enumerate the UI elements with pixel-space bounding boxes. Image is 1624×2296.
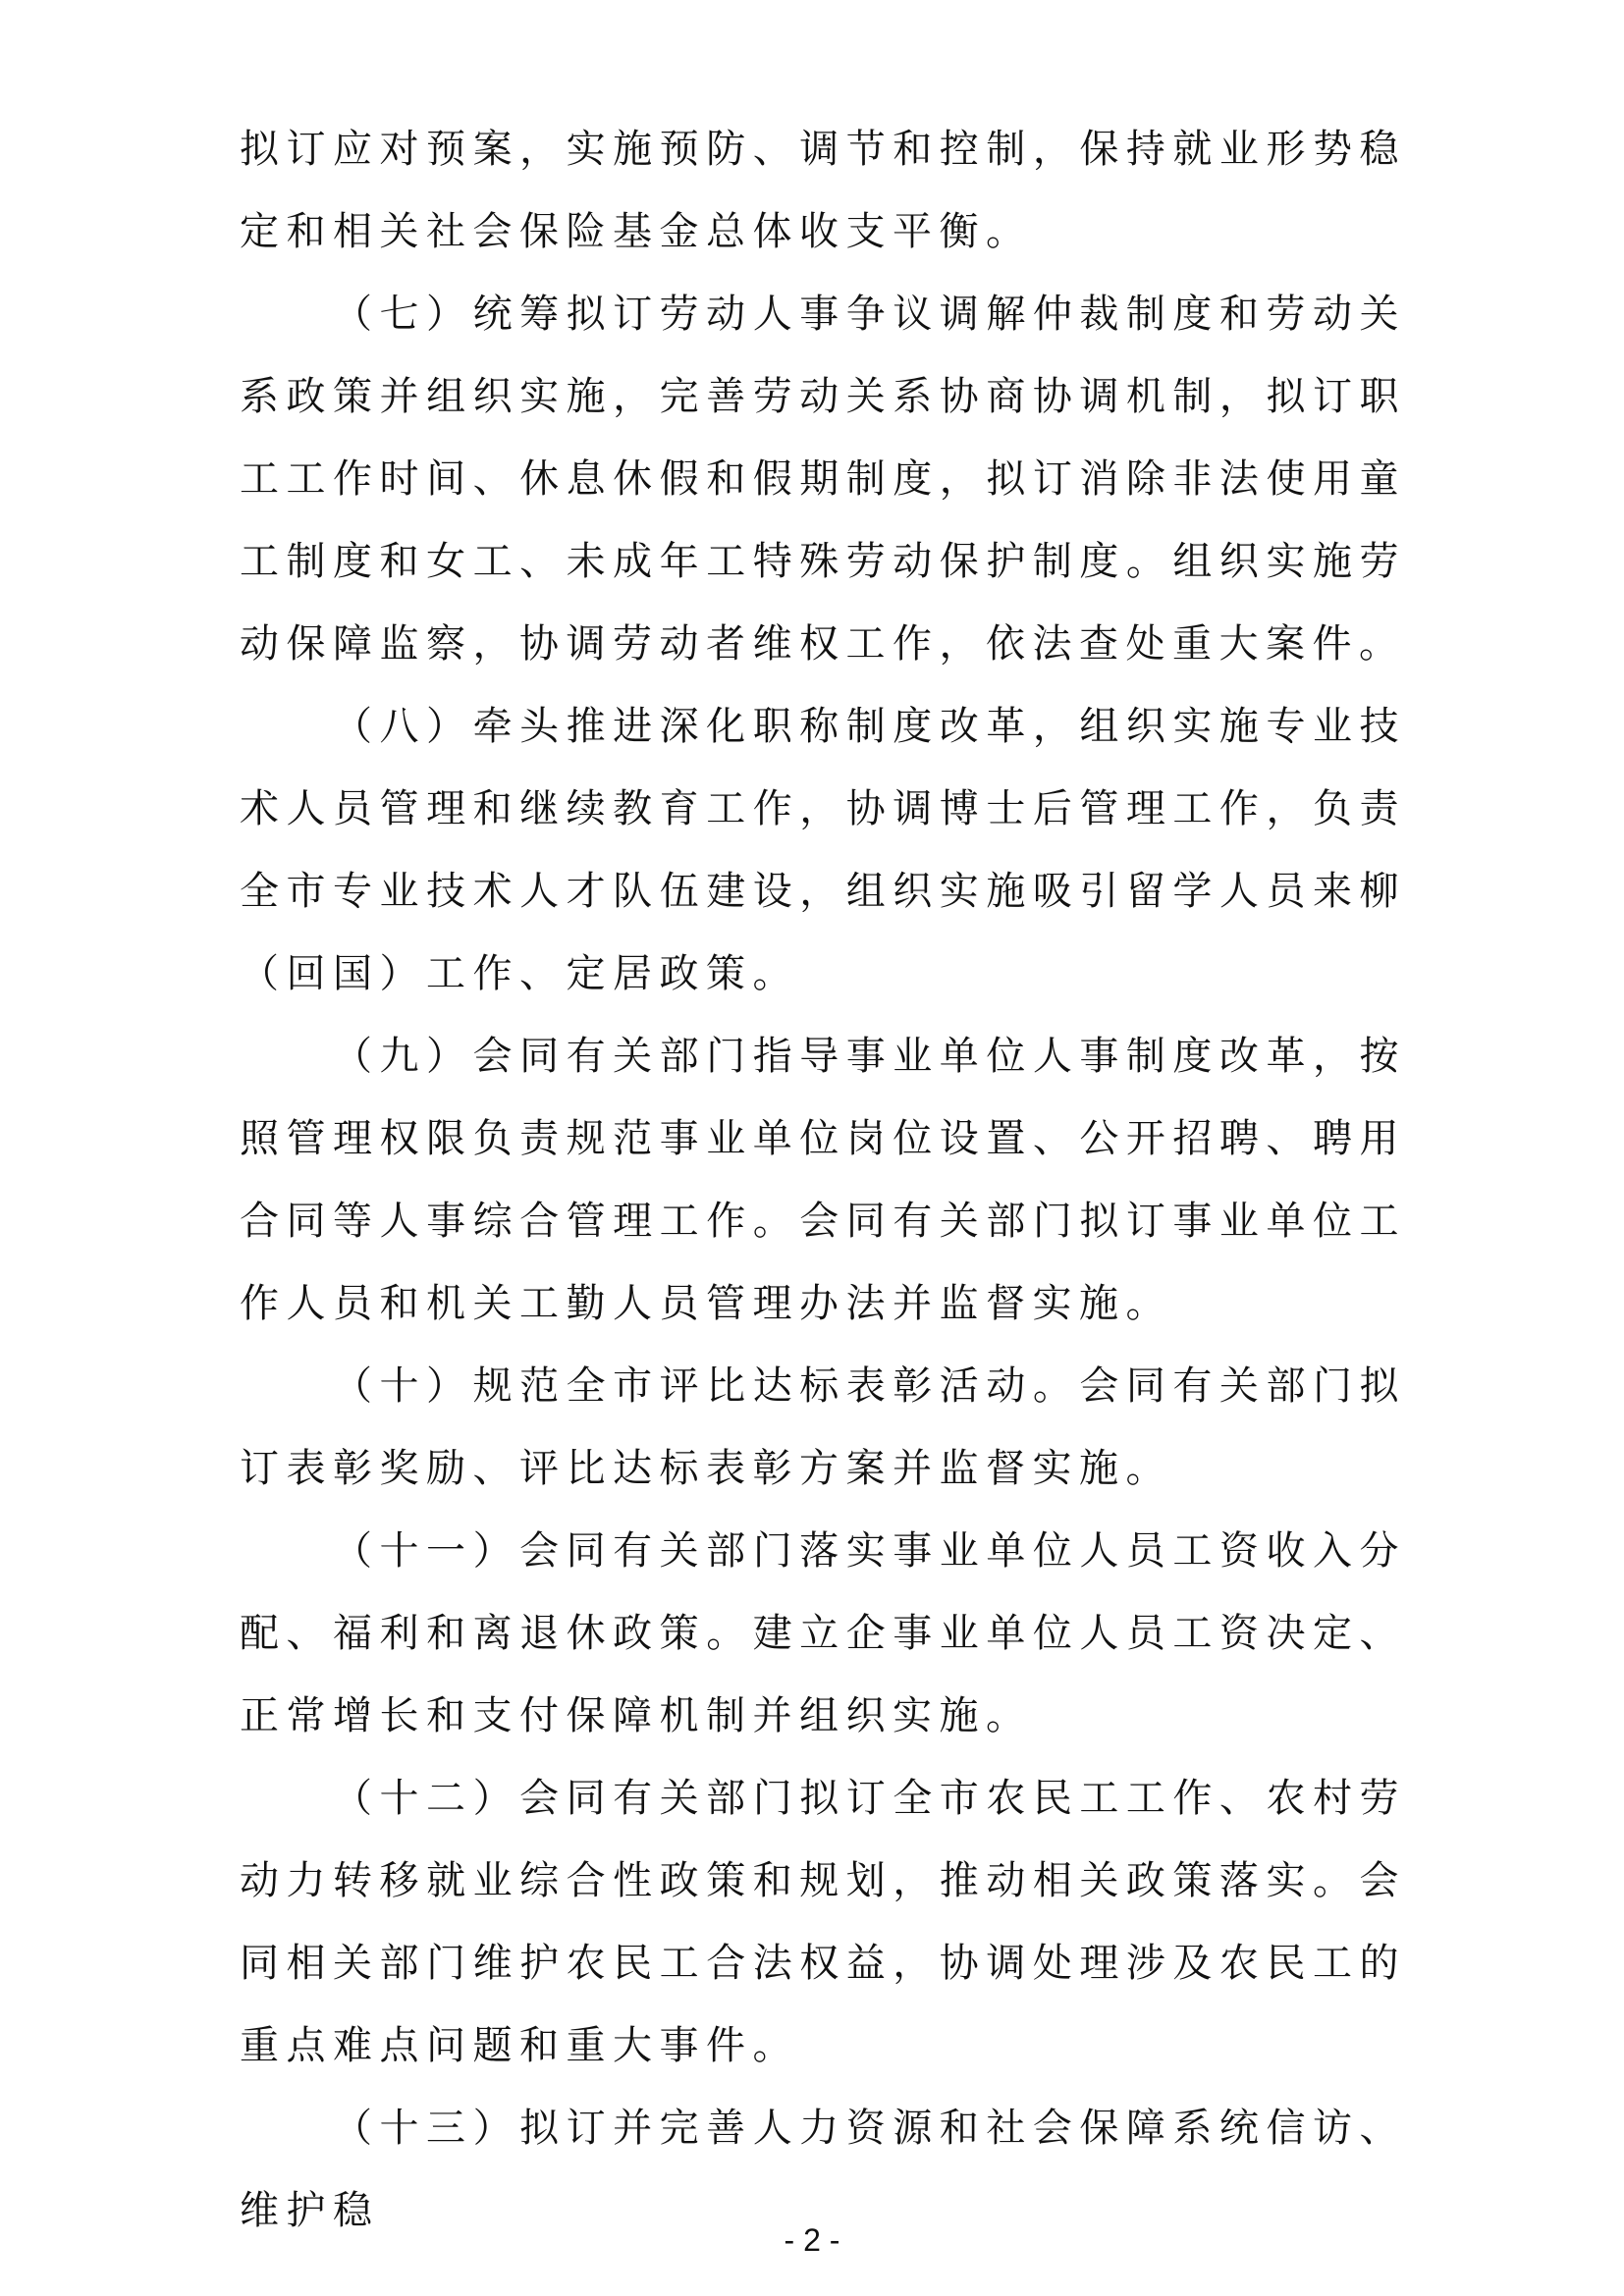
paragraph-item-7: （七）统筹拟订劳动人事争议调解仲裁制度和劳动关系政策并组织实施，完善劳动关系协商协调机制，拟订职工工作时间、休息休假和假期制度，拟订消除非法使用童工制度和女工、未成年工特殊劳动保护制度。组织实施劳动保障监察，协调劳动者维权工作，依法查处重大案件。 [240, 292, 1406, 667]
paragraph-item-13: （十三）拟订并完善人力资源和社会保障系统信访、维护稳 [240, 2106, 1406, 2233]
paragraph-continuation: 拟订应对预案，实施预防、调节和控制，保持就业形势稳定和相关社会保险基金总体收支平衡。 [240, 127, 1406, 254]
page-number: - 2 - [784, 2222, 840, 2258]
paragraph-item-9: （九）会同有关部门指导事业单位人事制度改革，按照管理权限负责规范事业单位岗位设置、公开招聘、聘用合同等人事综合管理工作。会同有关部门拟订事业单位工作人员和机关工勤人员管理办法并监督实施。 [240, 1034, 1406, 1326]
paragraph-item-10: （十）规范全市评比达标表彰活动。会同有关部门拟订表彰奖励、评比达标表彰方案并监督实施。 [240, 1363, 1406, 1491]
paragraph-item-11: （十一）会同有关部门落实事业单位人员工资收入分配、福利和离退休政策。建立企事业单位人员工资决定、正常增长和支付保障机制并组织实施。 [240, 1528, 1406, 1738]
paragraph-item-12: （十二）会同有关部门拟订全市农民工工作、农村劳动力转移就业综合性政策和规划，推动相关政策落实。会同相关部门维护农民工合法权益，协调处理涉及农民工的重点难点问题和重大事件。 [240, 1776, 1406, 2068]
document-body [240, 108, 1406, 2252]
paragraph-item-8: （八）牵头推进深化职称制度改革，组织实施专业技术人员管理和继续教育工作，协调博士后管理工作，负责全市专业技术人才队伍建设，组织实施吸引留学人员来柳（回国）工作、定居政策。 [240, 704, 1406, 996]
